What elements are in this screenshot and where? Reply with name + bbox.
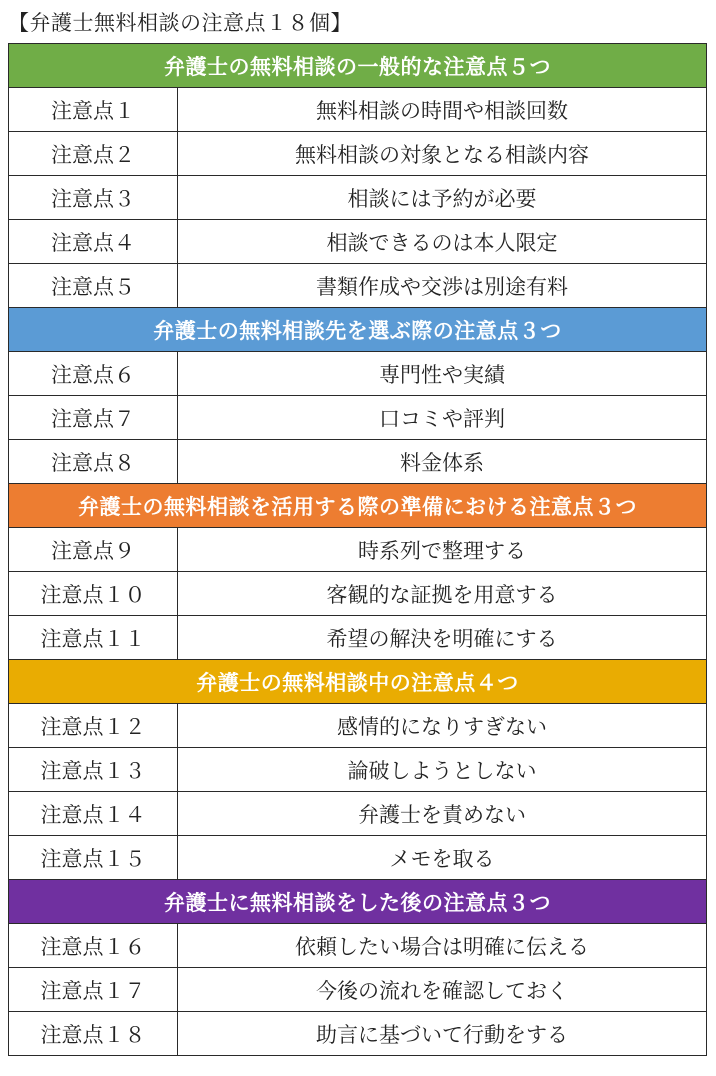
section-heading: 弁護士の無料相談先を選ぶ際の注意点３つ [9, 308, 707, 352]
table-row [9, 704, 707, 748]
row-text: 弁護士を責めない [178, 792, 707, 836]
row-text: 希望の解決を明確にする [178, 616, 707, 660]
row-label: 注意点１３ [9, 748, 178, 792]
page-title: 【弁護士無料相談の注意点１８個】 [8, 11, 352, 35]
row-text: メモを取る [178, 836, 707, 880]
row-label: 注意点３ [9, 176, 178, 220]
row-label: 注意点７ [9, 396, 178, 440]
table-row [9, 572, 707, 616]
row-label: 注意点１４ [9, 792, 178, 836]
row-text: 今後の流れを確認しておく [178, 968, 707, 1012]
table-row [9, 440, 707, 484]
row-label: 注意点６ [9, 352, 178, 396]
section-heading: 弁護士の無料相談を活用する際の準備における注意点３つ [9, 484, 707, 528]
row-text: 依頼したい場合は明確に伝える [178, 924, 707, 968]
row-label: 注意点１５ [9, 836, 178, 880]
row-text: 感情的になりすぎない [178, 704, 707, 748]
row-text: 客観的な証拠を用意する [178, 572, 707, 616]
table-row [9, 528, 707, 572]
table-row [9, 396, 707, 440]
table-row [9, 748, 707, 792]
row-text: 書類作成や交渉は別途有料 [178, 264, 707, 308]
table-row [9, 352, 707, 396]
table-row [9, 924, 707, 968]
caution-table [8, 43, 707, 1056]
row-label: 注意点１８ [9, 1012, 178, 1056]
row-text: 専門性や実績 [178, 352, 707, 396]
section-header-row [9, 484, 707, 528]
row-label: 注意点９ [9, 528, 178, 572]
table-row [9, 176, 707, 220]
row-label: 注意点８ [9, 440, 178, 484]
table-row [9, 220, 707, 264]
row-label: 注意点２ [9, 132, 178, 176]
row-text: 相談できるのは本人限定 [178, 220, 707, 264]
row-label: 注意点１０ [9, 572, 178, 616]
row-text: 口コミや評判 [178, 396, 707, 440]
row-label: 注意点５ [9, 264, 178, 308]
row-text: 無料相談の時間や相談回数 [178, 88, 707, 132]
table-row [9, 792, 707, 836]
row-label: 注意点１２ [9, 704, 178, 748]
table-row [9, 88, 707, 132]
row-label: 注意点１６ [9, 924, 178, 968]
row-text: 無料相談の対象となる相談内容 [178, 132, 707, 176]
section-heading: 弁護士に無料相談をした後の注意点３つ [9, 880, 707, 924]
row-text: 時系列で整理する [178, 528, 707, 572]
table-row [9, 264, 707, 308]
row-label: 注意点１１ [9, 616, 178, 660]
table-row [9, 616, 707, 660]
row-text: 助言に基づいて行動をする [178, 1012, 707, 1056]
section-heading: 弁護士の無料相談の一般的な注意点５つ [9, 44, 707, 88]
section-header-row [9, 44, 707, 88]
table-row [9, 836, 707, 880]
row-text: 相談には予約が必要 [178, 176, 707, 220]
row-text: 料金体系 [178, 440, 707, 484]
row-text: 論破しようとしない [178, 748, 707, 792]
caution-table-body [9, 44, 707, 1056]
table-row [9, 968, 707, 1012]
row-label: 注意点１ [9, 88, 178, 132]
section-heading: 弁護士の無料相談中の注意点４つ [9, 660, 707, 704]
table-row [9, 1012, 707, 1056]
table-row [9, 132, 707, 176]
row-label: 注意点４ [9, 220, 178, 264]
row-label: 注意点１７ [9, 968, 178, 1012]
section-header-row [9, 660, 707, 704]
section-header-row [9, 308, 707, 352]
section-header-row [9, 880, 707, 924]
